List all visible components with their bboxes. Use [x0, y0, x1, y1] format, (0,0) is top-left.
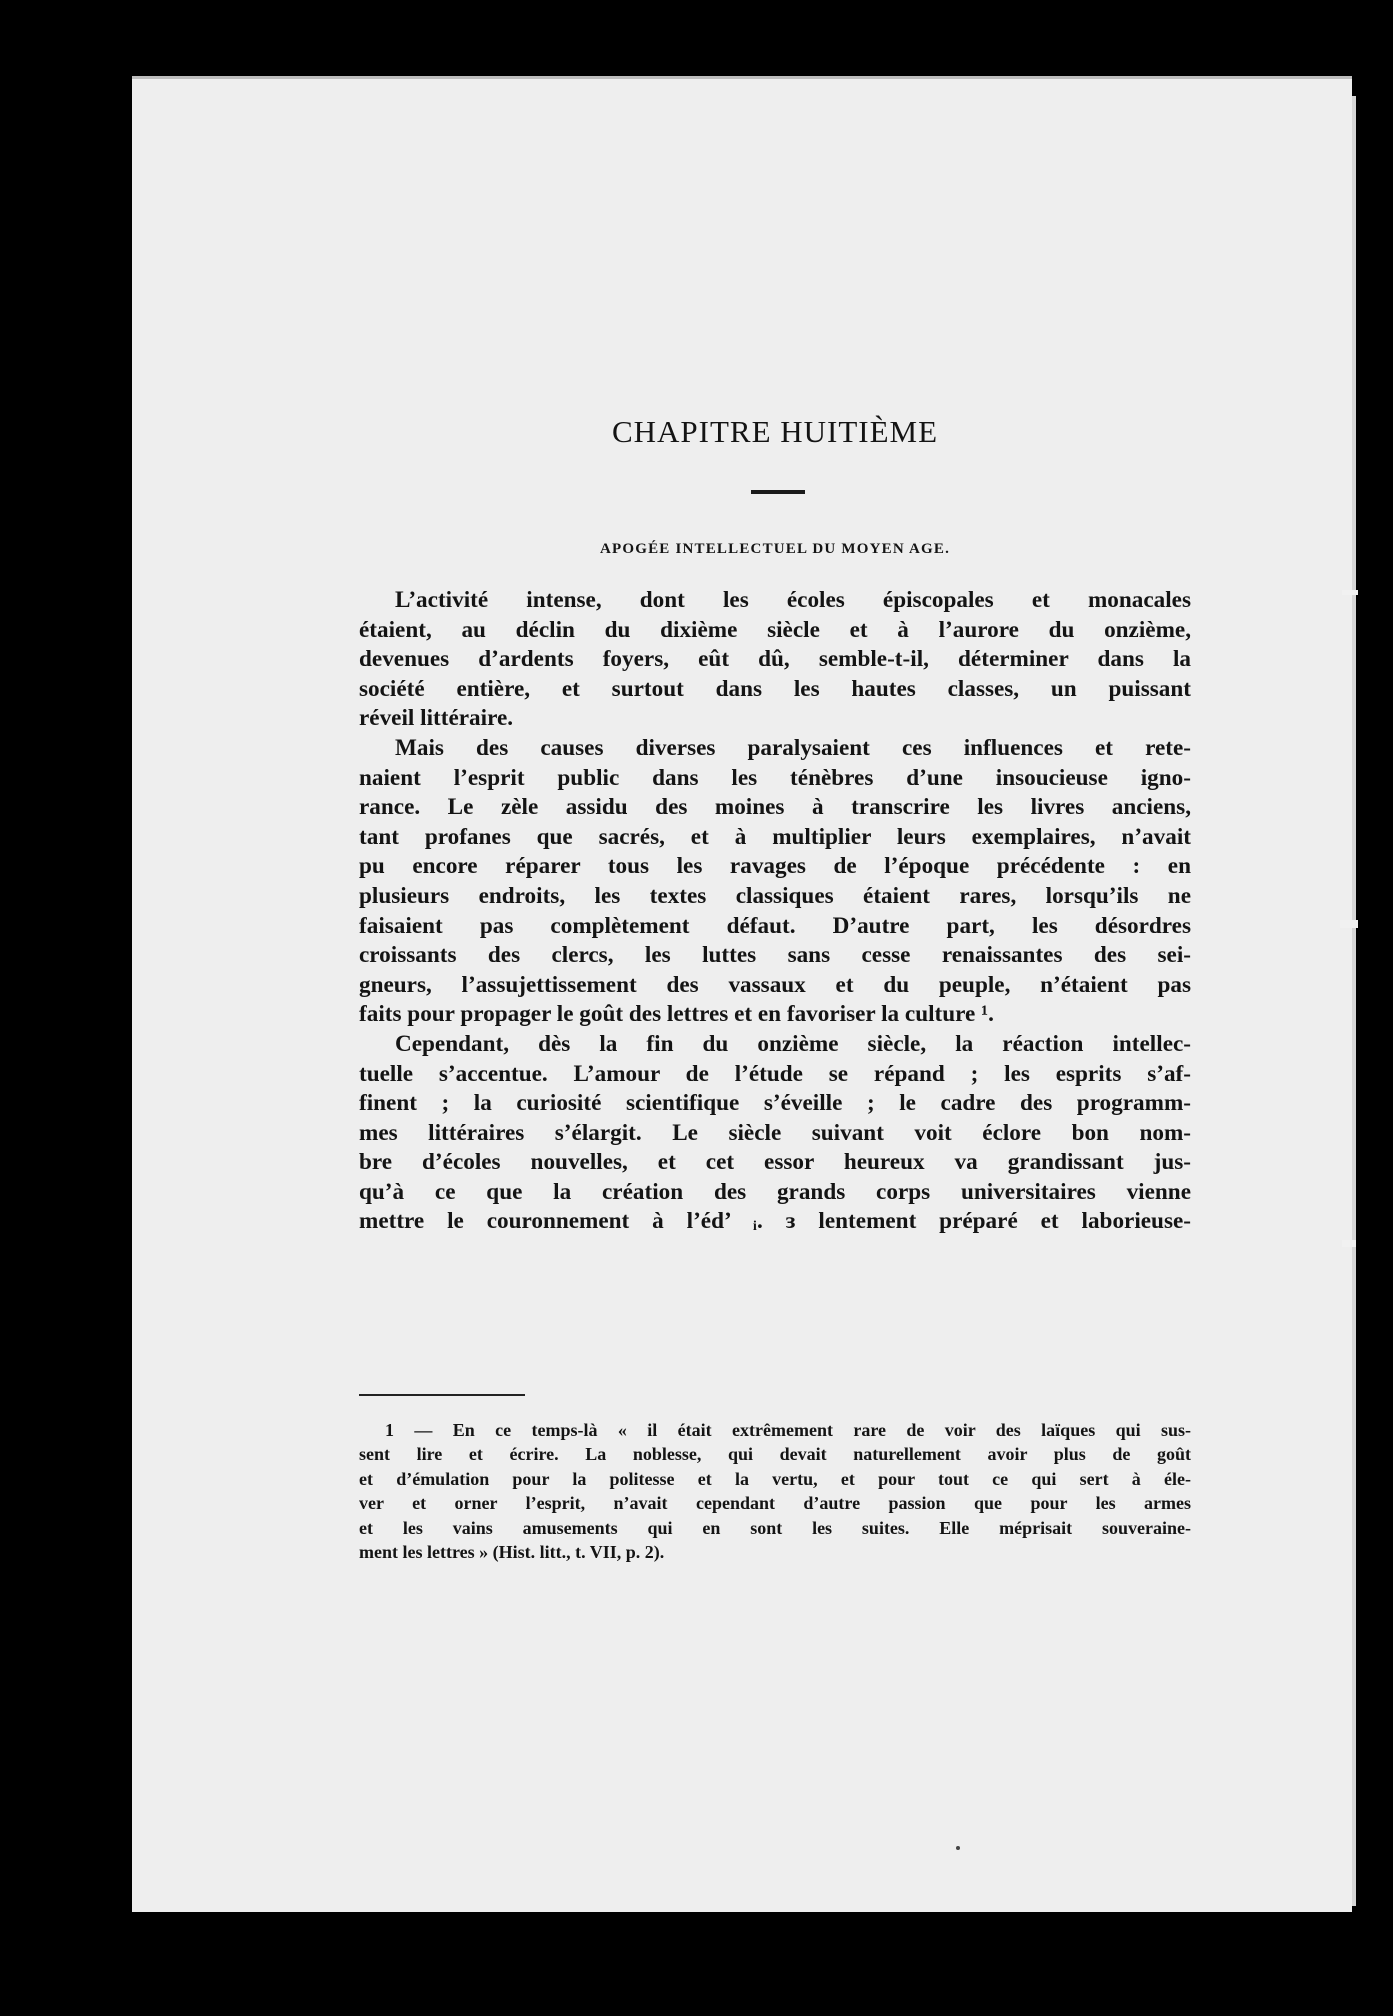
footnote-rule — [359, 1394, 525, 1396]
page-edge — [1352, 96, 1356, 1906]
text-line: tuelle s’accentue. L’amour de l’étude se répand ; les esprits s’af- — [359, 1060, 1191, 1087]
text-line: Mais des causes diverses paralysaient ces influences et rete- — [395, 734, 1191, 761]
text-line: mettre le couronnement à l’éd’ ᵢ. ɜ lentement préparé et laborieuse- — [359, 1208, 1191, 1235]
page-speck — [956, 1846, 960, 1850]
title-rule — [751, 490, 805, 494]
body-text — [359, 586, 1191, 1237]
text-line: société entière, et surtout dans les hautes classes, un puissant — [359, 675, 1191, 702]
edge-mark — [1342, 590, 1358, 595]
edge-mark — [1340, 920, 1358, 928]
text-line: Cependant, dès la fin du onzième siècle, la réaction intellec- — [395, 1030, 1191, 1057]
text-line: croissants des clercs, les luttes sans cesse renaissantes des sei- — [359, 942, 1191, 969]
footnote-line: et les vains amusements qui en sont les suites. Elle méprisait souveraine- — [359, 1517, 1191, 1538]
edge-mark — [1342, 1240, 1356, 1247]
text-line: tant profanes que sacrés, et à multiplier leurs exemplaires, n’avait — [359, 823, 1191, 850]
text-line: finent ; la curiosité scientifique s’éveille ; le cadre des programm- — [359, 1090, 1191, 1117]
text-line: bre d’écoles nouvelles, et cet essor heureux va grandissant jus- — [359, 1149, 1191, 1176]
text-line: L’activité intense, dont les écoles épiscopales et monacales — [395, 587, 1191, 613]
chapter-title: CHAPITRE HUITIÈME — [611, 414, 939, 449]
text-line: pu encore réparer tous les ravages de l’époque précédente : en — [359, 853, 1191, 880]
text-line: mes littéraires s’élargit. Le siècle suivant voit éclore bon nom- — [359, 1119, 1191, 1146]
text-line: rance. Le zèle assidu des moines à transcrire les livres anciens, — [359, 794, 1191, 821]
text-line: faits pour propager le goût des lettres et en favoriser la culture ¹. — [359, 1001, 994, 1028]
text-line: devenues d’ardents foyers, eût dû, semble-t-il, déterminer dans la — [359, 646, 1191, 673]
text-line: faisaient pas complètement défaut. D’autre part, les désordres — [359, 912, 1191, 939]
footnote-line: sent lire et écrire. La noblesse, qui devait naturellement avoir plus de goût — [359, 1444, 1191, 1465]
text-line: réveil littéraire. — [359, 705, 514, 732]
text-line: qu’à ce que la création des grands corps universitaires vienne — [359, 1178, 1191, 1205]
text-line: plusieurs endroits, les textes classiques étaient rares, lorsqu’ils ne — [359, 882, 1191, 909]
footnote — [359, 1418, 1191, 1564]
text-line: étaient, au déclin du dixième siècle et à l’aurore du onzième, — [359, 616, 1191, 643]
text-line: naient l’esprit public dans les ténèbres d’une insoucieuse igno- — [359, 764, 1191, 791]
footnote-line: 1 — En ce temps-là « il était extrêmement rare de voir des laïques qui sus- — [385, 1420, 1191, 1440]
footnote-line: ment les lettres » (Hist. litt., t. VII, p. 2). — [359, 1541, 665, 1562]
chapter-subtitle: APOGÉE INTELLECTUEL DU MOYEN AGE. — [599, 541, 951, 557]
footnote-line: et d’émulation pour la politesse et la vertu, et pour tout ce qui sert à éle- — [359, 1468, 1191, 1489]
text-line: gneurs, l’assujettissement des vassaux et du peuple, n’étaient pas — [359, 971, 1191, 998]
footnote-line: ver et orner l’esprit, n’avait cependant d’autre passion que pour les armes — [359, 1493, 1191, 1514]
